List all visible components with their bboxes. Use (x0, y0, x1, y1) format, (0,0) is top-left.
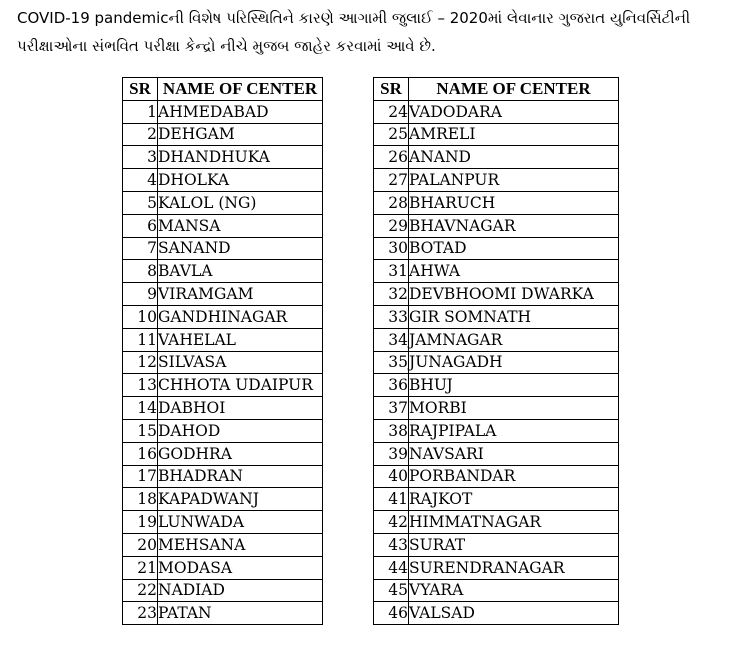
sr-cell: 31 (374, 260, 409, 283)
table-row (123, 419, 323, 442)
table-row (123, 488, 323, 511)
table-header-row (374, 78, 619, 101)
sr-cell: 7 (123, 237, 158, 260)
sr-cell: 3 (123, 146, 158, 169)
sr-cell: 23 (123, 602, 158, 625)
table-row (123, 511, 323, 534)
table-row (123, 397, 323, 420)
table-row (374, 442, 619, 465)
sr-cell: 29 (374, 214, 409, 237)
sr-header: SR (123, 78, 158, 101)
center-name-cell: RAJPIPALA (409, 419, 619, 442)
table-row (374, 146, 619, 169)
table-row (123, 579, 323, 602)
center-name-cell: KAPADWANJ (158, 488, 323, 511)
center-name-cell: AHWA (409, 260, 619, 283)
center-name-cell: CHHOTA UDAIPUR (158, 374, 323, 397)
center-name-header: NAME OF CENTER (409, 78, 619, 101)
table-row (123, 442, 323, 465)
table-row (123, 260, 323, 283)
sr-cell: 4 (123, 169, 158, 192)
table-row (123, 191, 323, 214)
center-name-cell: AHMEDABAD (158, 100, 323, 123)
table-row (123, 465, 323, 488)
notice-text (17, 4, 732, 60)
center-name-cell: SURENDRANAGAR (409, 556, 619, 579)
sr-cell: 21 (123, 556, 158, 579)
sr-cell: 36 (374, 374, 409, 397)
sr-cell: 37 (374, 397, 409, 420)
table-row (123, 374, 323, 397)
center-name-cell: PALANPUR (409, 169, 619, 192)
table-row (123, 533, 323, 556)
table-row (123, 214, 323, 237)
center-name-cell: KALOL (NG) (158, 191, 323, 214)
sr-cell: 12 (123, 351, 158, 374)
table-row (123, 169, 323, 192)
center-name-cell: BOTAD (409, 237, 619, 260)
table-row (374, 602, 619, 625)
sr-cell: 8 (123, 260, 158, 283)
table-row (374, 191, 619, 214)
sr-cell: 11 (123, 328, 158, 351)
center-name-cell: BHAVNAGAR (409, 214, 619, 237)
sr-cell: 15 (123, 419, 158, 442)
notice-line-2: પરીક્ષાઓના સંભવિત પરીક્ષા કેન્દ્રો નીચે મુજબ જાહેર કરવામાં આવે છે. (17, 37, 436, 55)
center-name-cell: GODHRA (158, 442, 323, 465)
center-name-cell: JAMNAGAR (409, 328, 619, 351)
sr-cell: 46 (374, 602, 409, 625)
center-name-cell: GIR SOMNATH (409, 305, 619, 328)
center-name-cell: MORBI (409, 397, 619, 420)
table-row (374, 397, 619, 420)
sr-cell: 35 (374, 351, 409, 374)
center-name-cell: PATAN (158, 602, 323, 625)
sr-cell: 41 (374, 488, 409, 511)
sr-cell: 27 (374, 169, 409, 192)
center-name-cell: MANSA (158, 214, 323, 237)
table-row (374, 488, 619, 511)
sr-cell: 40 (374, 465, 409, 488)
sr-cell: 18 (123, 488, 158, 511)
table-row (374, 374, 619, 397)
center-name-cell: VALSAD (409, 602, 619, 625)
table-row (374, 283, 619, 306)
sr-cell: 14 (123, 397, 158, 420)
sr-cell: 26 (374, 146, 409, 169)
sr-cell: 17 (123, 465, 158, 488)
table-row (374, 419, 619, 442)
sr-cell: 44 (374, 556, 409, 579)
table-row (374, 511, 619, 534)
center-name-cell: PORBANDAR (409, 465, 619, 488)
table-row (123, 556, 323, 579)
table-row (374, 465, 619, 488)
table-row (374, 100, 619, 123)
centers-table-right (373, 77, 619, 625)
sr-cell: 39 (374, 442, 409, 465)
sr-cell: 2 (123, 123, 158, 146)
table-header-row (123, 78, 323, 101)
center-name-cell: MODASA (158, 556, 323, 579)
center-name-cell: DAHOD (158, 419, 323, 442)
table-row (374, 123, 619, 146)
sr-cell: 30 (374, 237, 409, 260)
center-name-cell: VAHELAL (158, 328, 323, 351)
table-row (374, 533, 619, 556)
table-row (123, 351, 323, 374)
table-row (374, 169, 619, 192)
center-name-cell: JUNAGADH (409, 351, 619, 374)
sr-cell: 45 (374, 579, 409, 602)
sr-cell: 24 (374, 100, 409, 123)
table-row (374, 579, 619, 602)
sr-cell: 6 (123, 214, 158, 237)
sr-cell: 32 (374, 283, 409, 306)
center-name-cell: MEHSANA (158, 533, 323, 556)
notice-line-1: COVID-19 pandemicની વિશેષ પરિસ્થિતિને કારણે આગામી જુલાઈ – 2020માં લેવાનાર ગુજરાત યુનિવર્સિટીની (17, 9, 691, 27)
table-row (123, 100, 323, 123)
center-name-cell: BHARUCH (409, 191, 619, 214)
table-row (374, 214, 619, 237)
center-name-cell: NADIAD (158, 579, 323, 602)
sr-cell: 22 (123, 579, 158, 602)
sr-cell: 34 (374, 328, 409, 351)
sr-cell: 9 (123, 283, 158, 306)
table-row (374, 305, 619, 328)
center-name-cell: DHOLKA (158, 169, 323, 192)
sr-cell: 25 (374, 123, 409, 146)
center-name-cell: BHADRAN (158, 465, 323, 488)
center-name-cell: DABHOI (158, 397, 323, 420)
sr-cell: 19 (123, 511, 158, 534)
sr-cell: 5 (123, 191, 158, 214)
center-name-cell: VADODARA (409, 100, 619, 123)
center-name-cell: BHUJ (409, 374, 619, 397)
center-name-cell: HIMMATNAGAR (409, 511, 619, 534)
center-name-cell: VIRAMGAM (158, 283, 323, 306)
table-row (123, 237, 323, 260)
sr-cell: 42 (374, 511, 409, 534)
table-row (374, 351, 619, 374)
table-row (374, 328, 619, 351)
sr-cell: 13 (123, 374, 158, 397)
sr-cell: 1 (123, 100, 158, 123)
sr-cell: 20 (123, 533, 158, 556)
sr-cell: 16 (123, 442, 158, 465)
center-name-cell: RAJKOT (409, 488, 619, 511)
sr-cell: 10 (123, 305, 158, 328)
table-row (123, 146, 323, 169)
table-row (123, 123, 323, 146)
center-name-cell: SILVASA (158, 351, 323, 374)
table-row (123, 328, 323, 351)
center-name-cell: DEHGAM (158, 123, 323, 146)
center-name-cell: DEVBHOOMI DWARKA (409, 283, 619, 306)
center-name-cell: BAVLA (158, 260, 323, 283)
table-row (374, 237, 619, 260)
sr-cell: 43 (374, 533, 409, 556)
center-name-cell: AMRELI (409, 123, 619, 146)
center-name-cell: DHANDHUKA (158, 146, 323, 169)
table-row (123, 283, 323, 306)
center-name-cell: SANAND (158, 237, 323, 260)
sr-header: SR (374, 78, 409, 101)
center-name-cell: NAVSARI (409, 442, 619, 465)
sr-cell: 38 (374, 419, 409, 442)
centers-table-left (122, 77, 323, 625)
sr-cell: 28 (374, 191, 409, 214)
sr-cell: 33 (374, 305, 409, 328)
table-row (374, 556, 619, 579)
center-name-header: NAME OF CENTER (158, 78, 323, 101)
table-row (123, 602, 323, 625)
center-name-cell: VYARA (409, 579, 619, 602)
center-name-cell: SURAT (409, 533, 619, 556)
table-row (123, 305, 323, 328)
table-row (374, 260, 619, 283)
center-name-cell: ANAND (409, 146, 619, 169)
center-name-cell: LUNWADA (158, 511, 323, 534)
center-name-cell: GANDHINAGAR (158, 305, 323, 328)
